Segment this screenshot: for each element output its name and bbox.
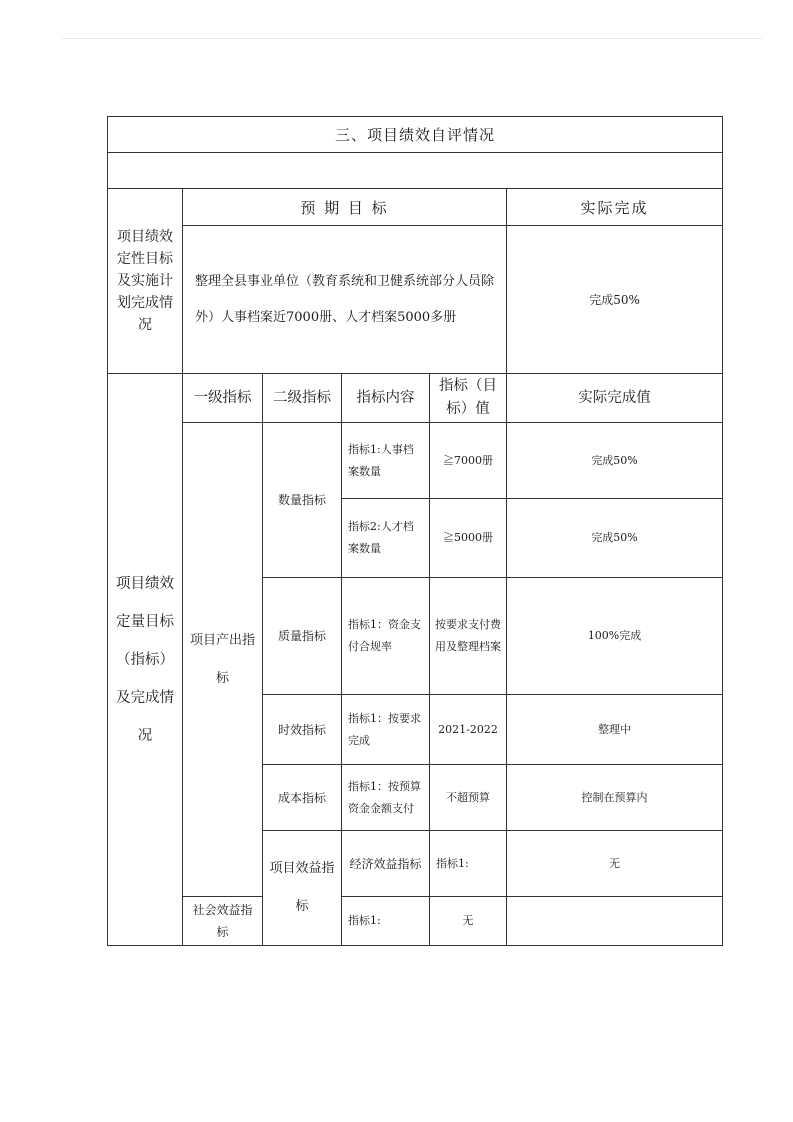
indicator-target: 无 [507,831,723,897]
content-header: 指标内容 [342,374,430,423]
indicator-content: 指标1：资金支付合规率 [342,578,430,695]
table-row [108,423,723,499]
expected-goal-header: 预 期 目 标 [183,189,507,226]
indicator-target: 按要求支付费用及整理档案 [430,578,507,695]
expected-goal-text: 整理全县事业单位（教育系统和卫健系统部分人员除外）人事档案近7000册、人才档案5000多册 [183,226,507,374]
quantity-indicator-name: 数量指标 [263,423,342,578]
actual-value-header: 实际完成值 [507,374,723,423]
cost-indicator-name: 成本指标 [263,765,342,831]
indicator-content: 指标1：按预算资金金额支付 [342,765,430,831]
qualitative-content-row [108,226,723,374]
page-top-rule [62,38,762,39]
indicator-content: 指标1: [342,897,430,946]
output-indicator-group: 项目产出指标 [183,423,263,897]
timeliness-indicator-name: 时效指标 [263,695,342,765]
quality-indicator-name: 质量指标 [263,578,342,695]
indicator-actual: 100%完成 [507,578,723,695]
level2-header: 二级指标 [263,374,342,423]
indicator-target: 不超预算 [430,765,507,831]
blank-cell [108,153,723,189]
indicator-target: 2021-2022 [430,695,507,765]
indicator-target: ≧7000册 [430,423,507,499]
target-header: 指标（目标）值 [430,374,507,423]
indicator-target: 无 [430,897,507,946]
indicator-actual: 控制在预算内 [507,765,723,831]
section-title-row [108,117,723,153]
indicator-content: 指标1: [430,831,507,897]
indicator-header-row [108,374,723,423]
qualitative-label: 项目绩效定性目标及实施计划完成情况 [108,189,183,374]
section-title: 三、项目绩效自评情况 [108,117,723,153]
indicator-actual [507,897,723,946]
blank-row [108,153,723,189]
actual-completion-header: 实际完成 [507,189,723,226]
actual-completion-text: 完成50% [507,226,723,374]
level1-header: 一级指标 [183,374,263,423]
indicator-target: ≧5000册 [430,499,507,578]
qualitative-header-row [108,189,723,226]
indicator-content: 指标1：按要求完成 [342,695,430,765]
economic-indicator-name: 经济效益指标 [342,831,430,897]
indicator-actual: 完成50% [507,499,723,578]
benefit-indicator-group: 项目效益指标 [263,831,342,946]
indicator-actual: 整理中 [507,695,723,765]
indicator-content: 指标1:人事档案数量 [342,423,430,499]
indicator-actual: 完成50% [507,423,723,499]
indicator-content: 指标2:人才档案数量 [342,499,430,578]
performance-evaluation-table [107,116,723,946]
quantitative-label: 项目绩效定量目标（指标）及完成情况 [108,374,183,946]
social-indicator-name: 社会效益指标 [183,897,263,946]
table-row [108,897,723,946]
